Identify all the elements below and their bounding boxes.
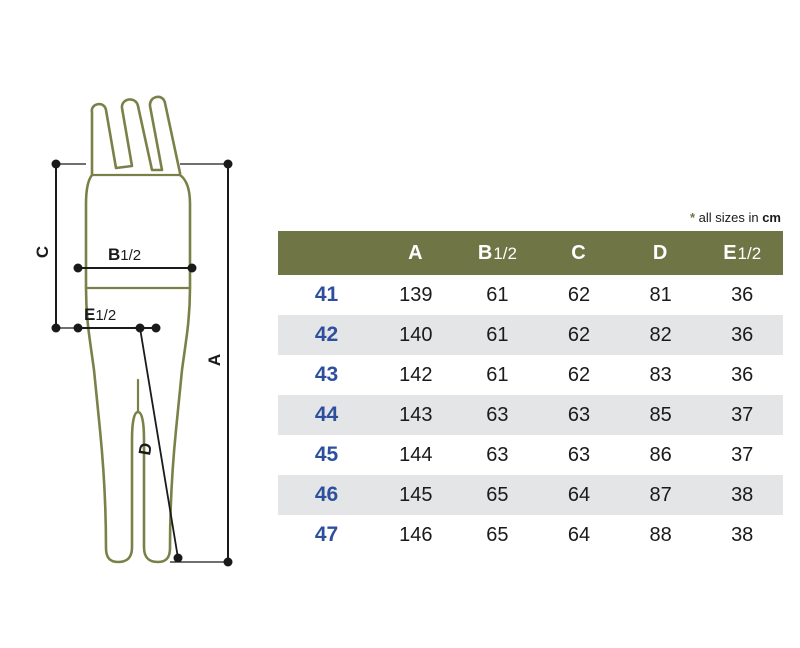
dimension-label-b-half: B1/2 bbox=[108, 245, 142, 264]
cell-e-half: 38 bbox=[701, 475, 783, 515]
cell-size: 43 bbox=[278, 355, 375, 395]
cell-a: 142 bbox=[375, 355, 457, 395]
cell-d: 86 bbox=[620, 435, 702, 475]
cell-d: 81 bbox=[620, 275, 702, 315]
cell-b-half: 63 bbox=[457, 435, 539, 475]
units-note-unit: cm bbox=[762, 210, 781, 225]
table-row bbox=[278, 515, 783, 555]
cell-size: 45 bbox=[278, 435, 375, 475]
cell-c: 62 bbox=[538, 315, 620, 355]
table-row bbox=[278, 315, 783, 355]
table-row bbox=[278, 395, 783, 435]
cell-a: 143 bbox=[375, 395, 457, 435]
dimension-b-half bbox=[74, 264, 197, 273]
cell-a: 139 bbox=[375, 275, 457, 315]
header-cell-c: C bbox=[538, 231, 620, 275]
size-chart-table bbox=[278, 231, 783, 555]
cell-c: 62 bbox=[538, 275, 620, 315]
cell-a: 145 bbox=[375, 475, 457, 515]
header-cell-a: A bbox=[375, 231, 457, 275]
cell-size: 46 bbox=[278, 475, 375, 515]
cell-d: 83 bbox=[620, 355, 702, 395]
cell-b-half: 61 bbox=[457, 355, 539, 395]
units-note bbox=[278, 210, 783, 225]
cell-a: 146 bbox=[375, 515, 457, 555]
cell-size: 44 bbox=[278, 395, 375, 435]
cell-size: 47 bbox=[278, 515, 375, 555]
cell-size: 41 bbox=[278, 275, 375, 315]
cell-a: 144 bbox=[375, 435, 457, 475]
table-row bbox=[278, 475, 783, 515]
cell-a: 140 bbox=[375, 315, 457, 355]
cell-b-half: 65 bbox=[457, 515, 539, 555]
cell-b-half: 63 bbox=[457, 395, 539, 435]
cell-d: 87 bbox=[620, 475, 702, 515]
cell-c: 64 bbox=[538, 515, 620, 555]
size-chart-body bbox=[278, 275, 783, 555]
dimension-label-e-half: E1/2 bbox=[84, 305, 117, 324]
dimension-label-a: A bbox=[205, 353, 224, 367]
size-chart-head bbox=[278, 231, 783, 275]
cell-d: 82 bbox=[620, 315, 702, 355]
cell-b-half: 65 bbox=[457, 475, 539, 515]
cell-e-half: 36 bbox=[701, 275, 783, 315]
table-row bbox=[278, 355, 783, 395]
cell-c: 63 bbox=[538, 435, 620, 475]
header-cell-size bbox=[278, 231, 375, 275]
cell-e-half: 37 bbox=[701, 435, 783, 475]
dimension-c bbox=[52, 160, 87, 333]
cell-e-half: 37 bbox=[701, 395, 783, 435]
dimension-label-c: C bbox=[33, 245, 52, 259]
cell-c: 64 bbox=[538, 475, 620, 515]
dimension-label-d: D bbox=[135, 441, 157, 457]
size-table-container bbox=[278, 210, 783, 555]
header-cell-d: D bbox=[620, 231, 702, 275]
table-row bbox=[278, 435, 783, 475]
units-note-star: * bbox=[689, 210, 695, 225]
waders-measurement-diagram bbox=[20, 40, 290, 610]
cell-d: 85 bbox=[620, 395, 702, 435]
table-header-row bbox=[278, 231, 783, 275]
units-note-text: all sizes in bbox=[695, 210, 763, 225]
dimension-e-half bbox=[74, 324, 161, 333]
cell-e-half: 36 bbox=[701, 355, 783, 395]
header-cell-e-half: E1/2 bbox=[701, 231, 783, 275]
cell-b-half: 61 bbox=[457, 315, 539, 355]
cell-e-half: 38 bbox=[701, 515, 783, 555]
cell-b-half: 61 bbox=[457, 275, 539, 315]
cell-size: 42 bbox=[278, 315, 375, 355]
cell-c: 63 bbox=[538, 395, 620, 435]
cell-e-half: 36 bbox=[701, 315, 783, 355]
header-cell-b-half: B1/2 bbox=[457, 231, 539, 275]
cell-c: 62 bbox=[538, 355, 620, 395]
table-row bbox=[278, 275, 783, 315]
cell-d: 88 bbox=[620, 515, 702, 555]
